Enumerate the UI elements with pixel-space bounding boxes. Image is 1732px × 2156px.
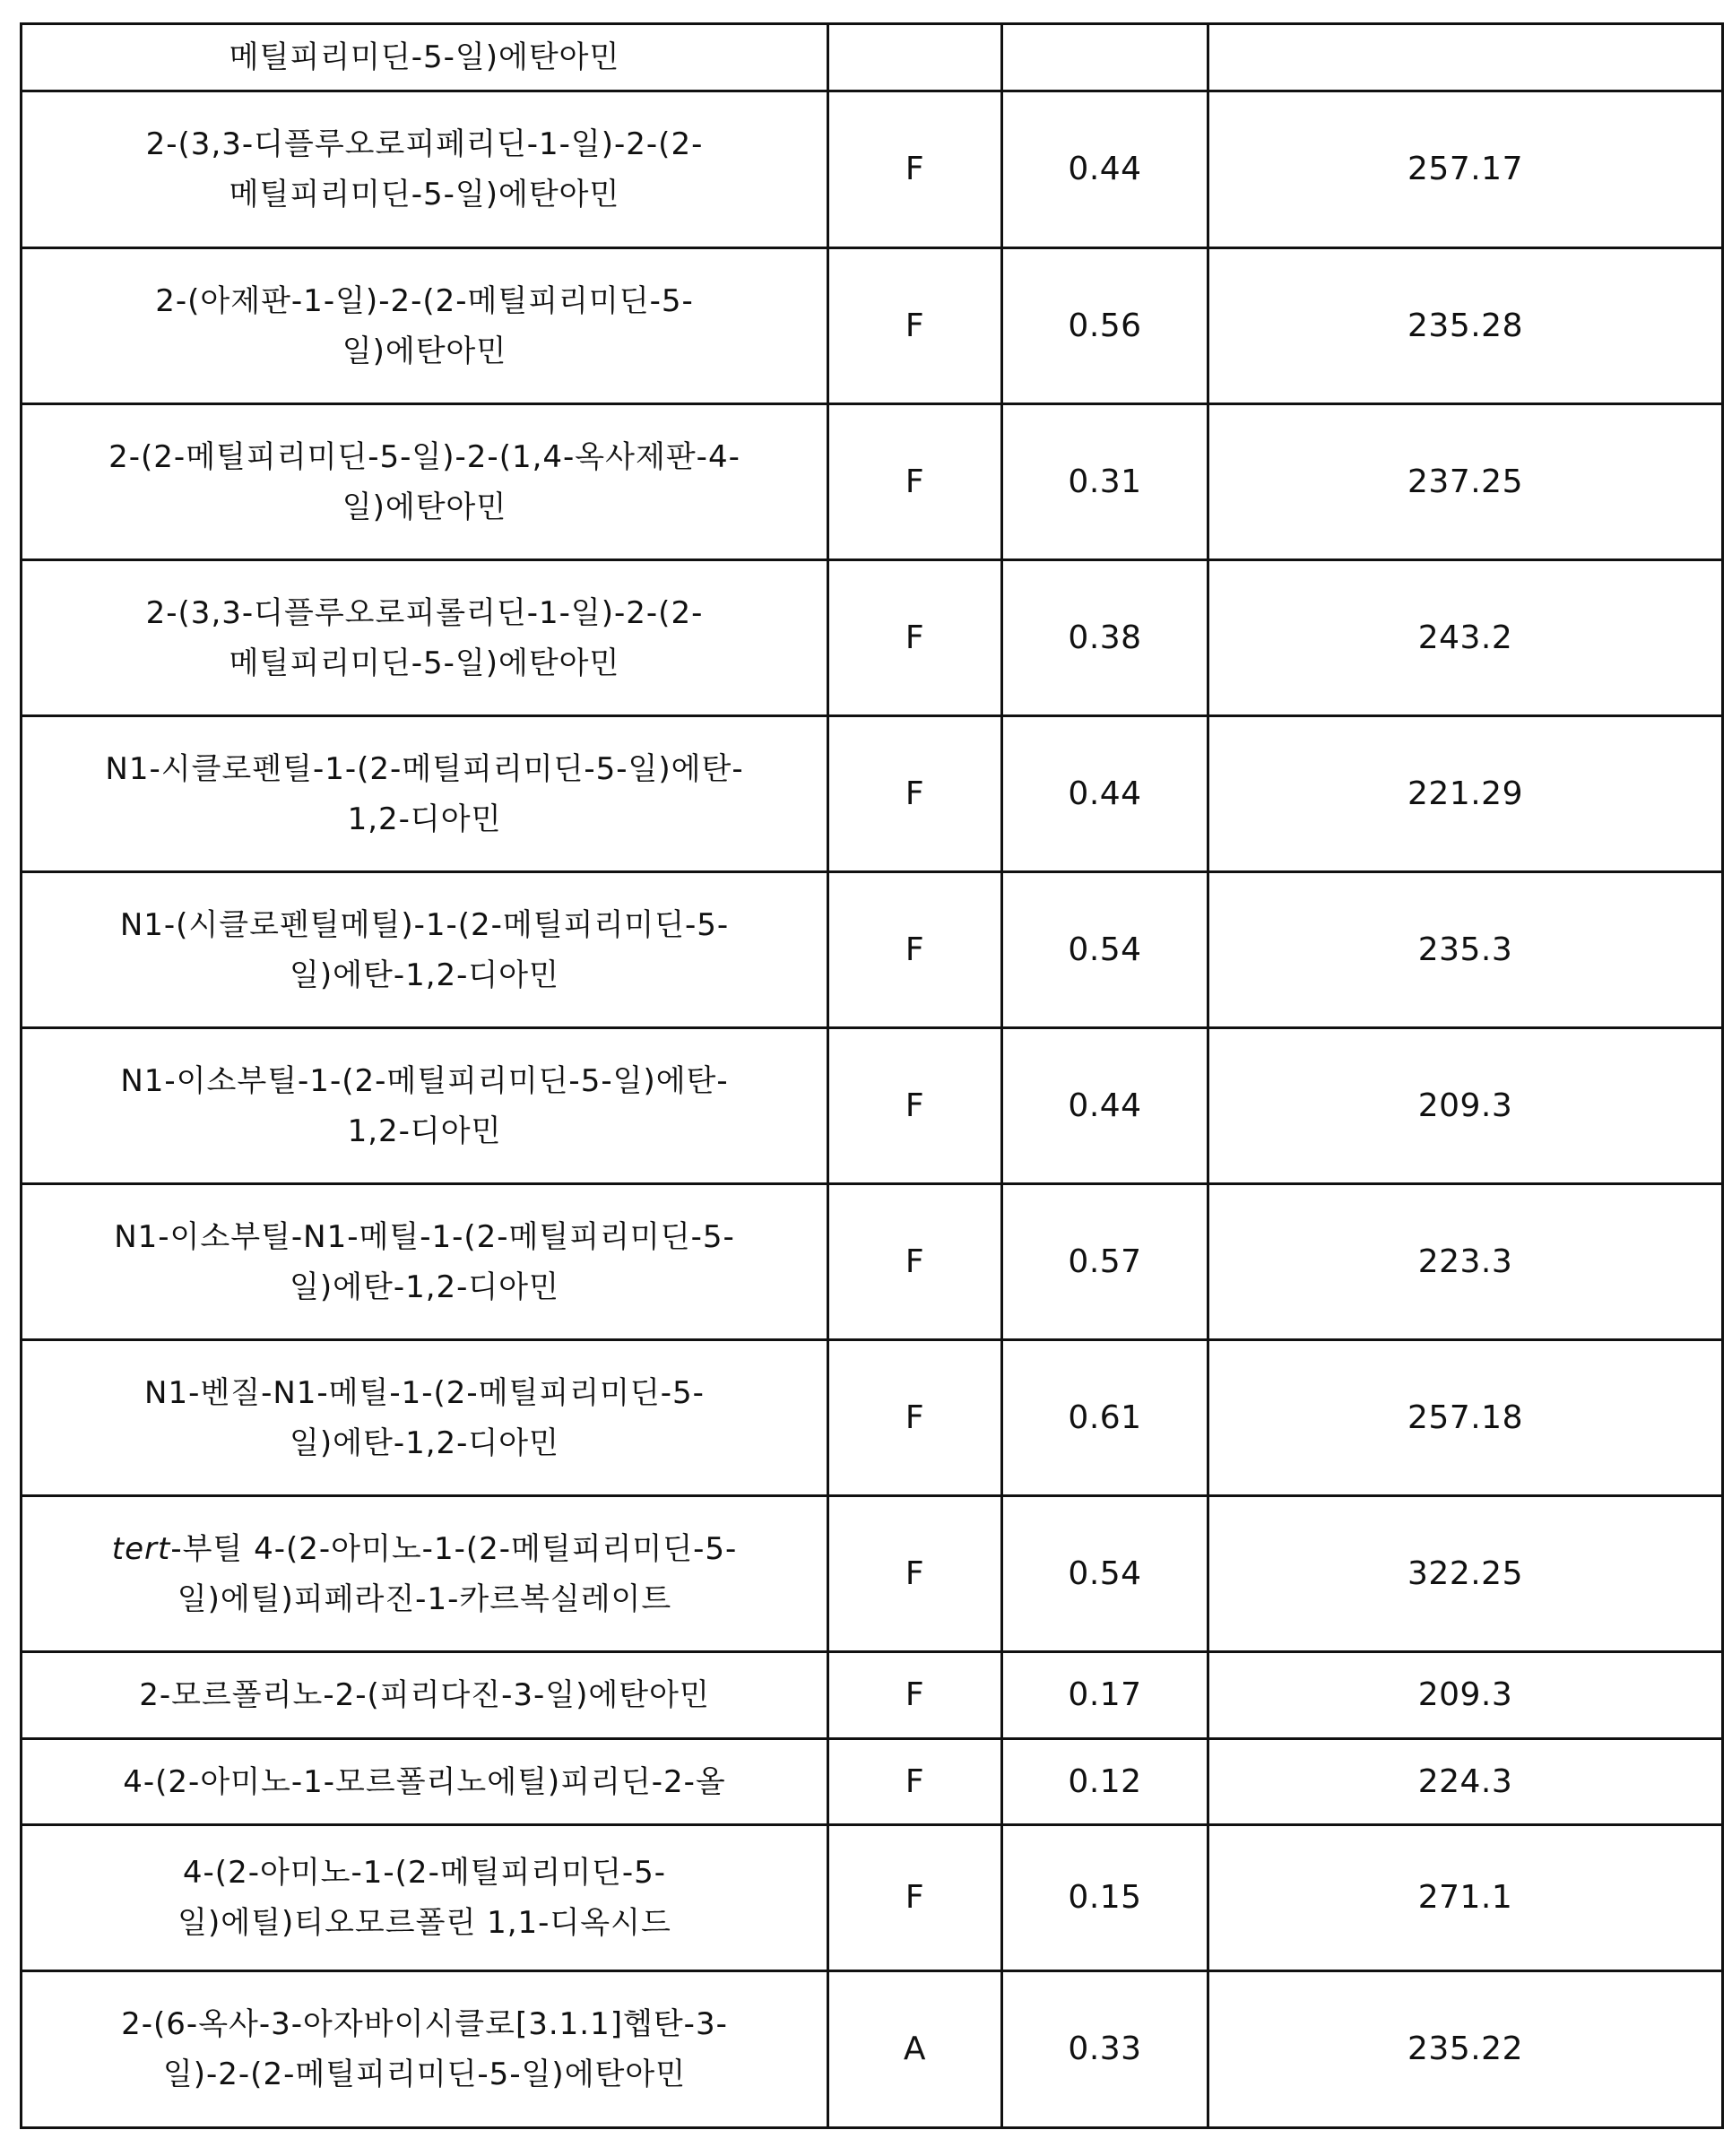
retention-time-cell: 0.44 <box>1002 716 1208 872</box>
compound-name-line: N1-시클로펜틸-1-(2-메틸피리미딘-5-일)에탄- <box>105 750 744 787</box>
compound-name-text: -부틸 4-(2-아미노-1-(2-메틸피리미딘-5- <box>170 1530 738 1567</box>
retention-time-cell <box>1002 24 1208 91</box>
retention-time-cell: 0.15 <box>1002 1825 1208 1971</box>
table-row <box>22 1028 1723 1184</box>
compound-name-line: N1-(시클로펜틸메틸)-1-(2-메틸피리미딘-5- <box>119 906 730 943</box>
mass-cell: 243.2 <box>1208 560 1723 716</box>
compound-name-line: 1,2-디아민 <box>347 1113 502 1149</box>
compound-name-line: 일)에틸)티오모르폴린 1,1-디옥시드 <box>178 1905 671 1941</box>
compound-name-line: 2-(6-옥사-3-아자바이시클로[3.1.1]헵탄-3- <box>121 2006 728 2042</box>
mass-cell: 235.3 <box>1208 872 1723 1028</box>
method-cell: F <box>828 404 1002 560</box>
compound-name-cell <box>22 1652 828 1739</box>
mass-cell: 257.17 <box>1208 91 1723 248</box>
method-cell: F <box>828 1184 1002 1340</box>
compound-name-cell <box>22 1825 828 1971</box>
method-cell: F <box>828 1340 1002 1496</box>
retention-time-cell: 0.33 <box>1002 1971 1208 2128</box>
compound-name-line <box>31 1524 818 1574</box>
table-row <box>22 91 1723 248</box>
compound-name-cell <box>22 872 828 1028</box>
compound-name-line: N1-이소부틸-1-(2-메틸피리미딘-5-일)에탄- <box>120 1062 729 1099</box>
compound-name-cell <box>22 1028 828 1184</box>
method-cell: F <box>828 1496 1002 1652</box>
compound-name-line: 메틸피리미딘-5-일)에탄아민 <box>229 177 620 212</box>
compound-data-table <box>20 22 1724 2129</box>
compound-name-line: 4-(2-아미노-1-(2-메틸피리미딘-5- <box>182 1855 667 1891</box>
table-row <box>22 560 1723 716</box>
compound-name-line: 일)에탄아민 <box>342 333 507 369</box>
compound-name-cell <box>22 716 828 872</box>
table-row <box>22 1184 1723 1340</box>
mass-cell: 223.3 <box>1208 1184 1723 1340</box>
mass-cell: 235.28 <box>1208 248 1723 404</box>
retention-time-cell: 0.12 <box>1002 1739 1208 1825</box>
method-cell: F <box>828 1739 1002 1825</box>
retention-time-cell: 0.56 <box>1002 248 1208 404</box>
compound-name-cell <box>22 91 828 248</box>
compound-name-cell <box>22 1739 828 1825</box>
compound-name-cell <box>22 1184 828 1340</box>
compound-name-italic-prefix: tert <box>111 1530 171 1567</box>
compound-name-line: 일)에탄아민 <box>342 489 507 525</box>
retention-time-cell: 0.17 <box>1002 1652 1208 1739</box>
compound-name-line: 2-(아제판-1-일)-2-(2-메틸피리미딘-5- <box>155 282 694 319</box>
mass-cell: 209.3 <box>1208 1652 1723 1739</box>
compound-name-line: 일)에탄-1,2-디아민 <box>290 1268 559 1305</box>
compound-name-cell <box>22 1496 828 1652</box>
compound-name-line: 일)-2-(2-메틸피리미딘-5-일)에탄아민 <box>162 2056 687 2092</box>
compound-name-cell <box>22 1971 828 2128</box>
mass-cell <box>1208 24 1723 91</box>
compound-name-line: 메틸피리미딘-5-일)에탄아민 <box>229 645 620 681</box>
compound-name-cell <box>22 560 828 716</box>
method-cell: F <box>828 872 1002 1028</box>
mass-cell: 235.22 <box>1208 1971 1723 2128</box>
table-row <box>22 716 1723 872</box>
method-cell: A <box>828 1971 1002 2128</box>
compound-name-line: 일)에틸)피페라진-1-카르복실레이트 <box>177 1580 672 1617</box>
table-row <box>22 1496 1723 1652</box>
compound-name-line: N1-벤질-N1-메틸-1-(2-메틸피리미딘-5- <box>144 1374 705 1411</box>
mass-cell: 221.29 <box>1208 716 1723 872</box>
table-row <box>22 248 1723 404</box>
table-row <box>22 1739 1723 1825</box>
retention-time-cell: 0.54 <box>1002 1496 1208 1652</box>
method-cell: F <box>828 560 1002 716</box>
table-body <box>22 24 1723 2128</box>
method-cell: F <box>828 248 1002 404</box>
compound-name-cell <box>22 24 828 91</box>
method-cell: F <box>828 1652 1002 1739</box>
compound-name-line: 1,2-디아민 <box>347 801 502 837</box>
method-cell: F <box>828 716 1002 872</box>
retention-time-cell: 0.44 <box>1002 91 1208 248</box>
compound-name-line: 4-(2-아미노-1-모르폴리노에틸)피리딘-2-올 <box>123 1763 726 1800</box>
compound-name-line: N1-이소부틸-N1-메틸-1-(2-메틸피리미딘-5- <box>114 1218 735 1255</box>
compound-name-line: 메틸피리미딘-5-일)에탄아민 <box>229 39 620 75</box>
mass-cell: 322.25 <box>1208 1496 1723 1652</box>
compound-name-line: 2-모르폴리노-2-(피리다진-3-일)에탄아민 <box>139 1677 710 1713</box>
table-row <box>22 1340 1723 1496</box>
compound-name-line: 2-(3,3-디플루오로피페리딘-1-일)-2-(2- <box>145 126 704 162</box>
compound-name-cell <box>22 1340 828 1496</box>
table-row <box>22 1652 1723 1739</box>
retention-time-cell: 0.61 <box>1002 1340 1208 1496</box>
mass-cell: 224.3 <box>1208 1739 1723 1825</box>
compound-name-line: 일)에탄-1,2-디아민 <box>290 1424 559 1461</box>
table-row <box>22 1825 1723 1971</box>
mass-cell: 237.25 <box>1208 404 1723 560</box>
mass-cell: 209.3 <box>1208 1028 1723 1184</box>
method-cell <box>828 24 1002 91</box>
retention-time-cell: 0.38 <box>1002 560 1208 716</box>
compound-name-cell <box>22 248 828 404</box>
compound-name-cell <box>22 404 828 560</box>
table-row <box>22 24 1723 91</box>
compound-name-line: 일)에탄-1,2-디아민 <box>290 957 559 993</box>
table-row <box>22 1971 1723 2128</box>
retention-time-cell: 0.31 <box>1002 404 1208 560</box>
compound-name-line: 2-(3,3-디플루오로피롤리딘-1-일)-2-(2- <box>145 594 704 631</box>
compound-name-line: 2-(2-메틸피리미딘-5-일)-2-(1,4-옥사제판-4- <box>108 438 740 475</box>
mass-cell: 271.1 <box>1208 1825 1723 1971</box>
method-cell: F <box>828 1028 1002 1184</box>
table-row <box>22 872 1723 1028</box>
retention-time-cell: 0.54 <box>1002 872 1208 1028</box>
method-cell: F <box>828 1825 1002 1971</box>
retention-time-cell: 0.57 <box>1002 1184 1208 1340</box>
method-cell: F <box>828 91 1002 248</box>
table-row <box>22 404 1723 560</box>
mass-cell: 257.18 <box>1208 1340 1723 1496</box>
retention-time-cell: 0.44 <box>1002 1028 1208 1184</box>
